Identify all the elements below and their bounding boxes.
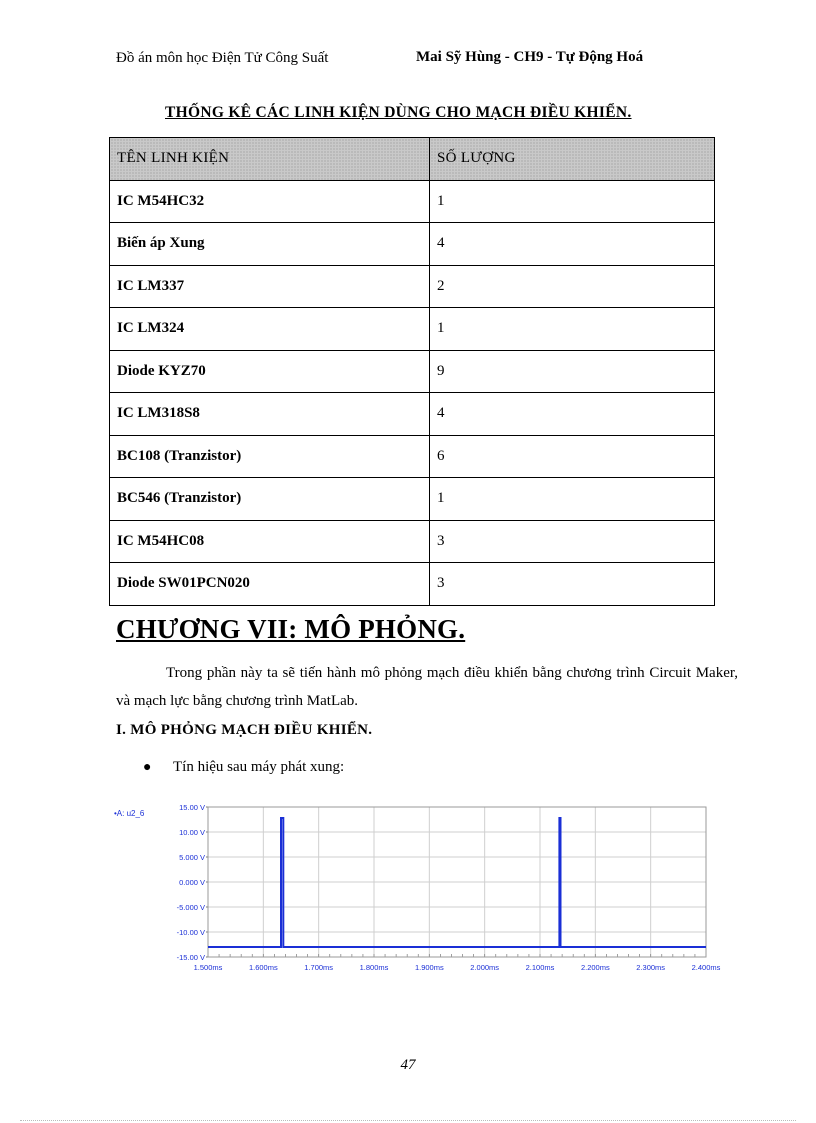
- y-tick-label: -5.000 V: [176, 903, 205, 912]
- component-quantity: 4: [430, 223, 715, 266]
- component-name: BC546 (Tranzistor): [110, 478, 430, 521]
- header-author: Mai Sỹ Hùng - CH9 - Tự Động Hoá: [416, 49, 644, 65]
- table-header-row: [110, 138, 715, 181]
- bullet-item: Tín hiệu sau máy phát xung:: [173, 759, 345, 775]
- header-course-title: Đồ án môn học Điện Tử Công Suất: [116, 50, 329, 66]
- column-header-quantity: SỐ LƯỢNG: [430, 138, 715, 181]
- table-row: [110, 308, 715, 351]
- table-row: [110, 478, 715, 521]
- x-axis-ticks: [194, 963, 721, 972]
- table-row: [110, 520, 715, 563]
- table-row: [110, 563, 715, 606]
- component-name: IC LM337: [110, 265, 430, 308]
- components-table: [109, 137, 715, 606]
- intro-paragraph: Trong phần này ta sẽ tiến hành mô phỏng mạch điều khiển bằng chương trình Circuit Maker, và mạch lực bằng chương trình MatLab.: [116, 665, 738, 709]
- component-name: Diode KYZ70: [110, 350, 430, 393]
- table-row: [110, 265, 715, 308]
- component-quantity: 1: [430, 308, 715, 351]
- x-tick-label: 2.300ms: [636, 963, 666, 972]
- chapter-title: CHƯƠNG VII: MÔ PHỎNG.: [116, 614, 466, 644]
- table-title: THỐNG KÊ CÁC LINH KIỆN DÙNG CHO MẠCH ĐIỀU KHIỂN.: [165, 104, 632, 121]
- component-quantity: 9: [430, 350, 715, 393]
- component-quantity: 6: [430, 435, 715, 478]
- y-tick-label: 15.00 V: [179, 803, 205, 812]
- component-name: Diode SW01PCN020: [110, 563, 430, 606]
- y-axis-ticks: [177, 803, 208, 962]
- x-tick-label: 1.800ms: [359, 963, 389, 972]
- y-tick-label: -15.00 V: [176, 953, 205, 962]
- x-tick-label: 1.700ms: [304, 963, 334, 972]
- component-quantity: 3: [430, 520, 715, 563]
- x-tick-label: 2.100ms: [525, 963, 555, 972]
- component-name: IC LM324: [110, 308, 430, 351]
- table-row: [110, 180, 715, 223]
- x-tick-label: 2.400ms: [691, 963, 721, 972]
- column-header-name: TÊN LINH KIỆN: [110, 138, 430, 181]
- component-name: IC LM318S8: [110, 393, 430, 436]
- component-quantity: 1: [430, 478, 715, 521]
- x-tick-label: 2.000ms: [470, 963, 500, 972]
- component-quantity: 3: [430, 563, 715, 606]
- component-name: IC M54HC32: [110, 180, 430, 223]
- component-quantity: 2: [430, 265, 715, 308]
- section-title: I. MÔ PHỎNG MẠCH ĐIỀU KHIỂN.: [116, 722, 373, 738]
- series-legend: •A: u2_6: [114, 809, 145, 818]
- x-tick-label: 1.500ms: [193, 963, 223, 972]
- y-tick-label: -10.00 V: [176, 928, 205, 937]
- component-name: BC108 (Tranzistor): [110, 435, 430, 478]
- page-number: 47: [400, 1057, 416, 1073]
- y-tick-label: 5.000 V: [179, 853, 205, 862]
- component-quantity: 1: [430, 180, 715, 223]
- component-name: IC M54HC08: [110, 520, 430, 563]
- table-row: [110, 393, 715, 436]
- bullet-icon: ●: [143, 760, 152, 775]
- table-row: [110, 350, 715, 393]
- y-tick-label: 10.00 V: [179, 828, 205, 837]
- table-row: [110, 435, 715, 478]
- x-tick-label: 2.200ms: [580, 963, 610, 972]
- oscilloscope-chart: [112, 797, 732, 979]
- x-tick-label: 1.900ms: [414, 963, 444, 972]
- component-name: Biến áp Xung: [110, 223, 430, 266]
- table-row: [110, 223, 715, 266]
- footer-divider: [20, 1120, 796, 1121]
- y-tick-label: 0.000 V: [179, 878, 205, 887]
- x-tick-label: 1.600ms: [248, 963, 278, 972]
- component-quantity: 4: [430, 393, 715, 436]
